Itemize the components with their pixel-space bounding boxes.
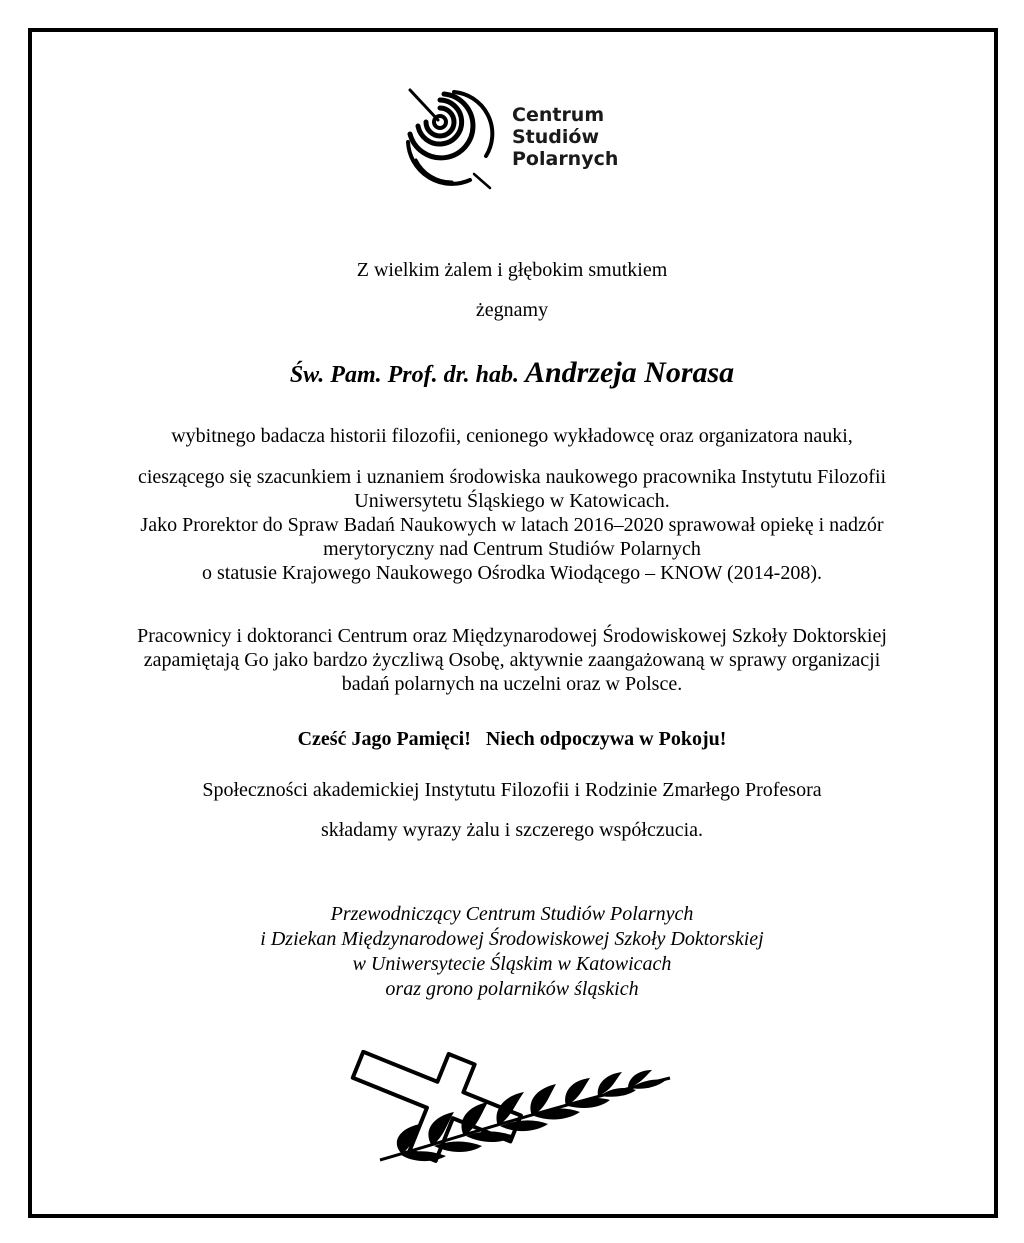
body-p3-line: badań polarnych na uczelni oraz w Polsce. (341, 673, 683, 695)
signature-line: i Dziekan Międzynarodowej Środowiskowej Szkoły Doktorskiej (260, 928, 764, 950)
signature-block (0, 902, 1024, 1002)
condolence-line-2: składamy wyrazy żalu i szczerego współczucia. (320, 819, 704, 841)
logo-line-3: Polarnych (512, 148, 619, 170)
mourning-frame (28, 28, 998, 1218)
intro-line-2: żegnamy (475, 299, 549, 321)
body-p2-line: Uniwersytetu Śląskiego w Katowicach. (354, 490, 670, 512)
body-p2-line: Jako Prorektor do Spraw Badań Naukowych w latach 2016–2020 sprawował opiekę i nadzór (140, 514, 884, 536)
logo-wordmark (512, 104, 618, 170)
deceased-full-name: Andrzeja Norasa (524, 356, 735, 389)
body-p3-line: Pracownicy i doktoranci Centrum oraz Międzynarodowej Środowiskowej Szkoły Doktorskiej (137, 625, 887, 647)
logo-line-1: Centrum (512, 104, 605, 126)
cross-with-palm-branch-icon (340, 1050, 680, 1170)
deceased-name (0, 358, 1024, 390)
signature-line: Przewodniczący Centrum Studiów Polarnych (330, 903, 694, 925)
intro-line-1: Z wielkim żalem i głębokim smutkiem (356, 259, 668, 281)
body-p3-line: zapamiętają Go jako bardzo życzliwą Osobę, aktywnie zaangażowaną w sprawy organizacji (143, 649, 881, 671)
spiral-globe-icon (400, 86, 504, 190)
body-p2-line: cieszącego się szacunkiem i uznaniem środowiska naukowego pracownika Instytutu Filozofii (137, 466, 887, 488)
body-line-1: wybitnego badacza historii filozofii, cenionego wykładowcę oraz organizatora nauki, (171, 425, 853, 447)
tribute-line: Cześć Jago Pamięci! Niech odpoczywa w Pokoju! (297, 728, 727, 750)
deceased-title: Św. Pam. Prof. dr. hab. (289, 362, 519, 388)
body-p2-line: o statusie Krajowego Naukowego Ośrodka Wiodącego – KNOW (2014-208). (202, 562, 822, 584)
body-p2-line: merytoryczny nad Centrum Studiów Polarnych (323, 538, 701, 560)
signature-line: w Uniwersytecie Śląskim w Katowicach (352, 953, 672, 975)
logo-line-2: Studiów (512, 126, 600, 148)
body-paragraph-3 (0, 624, 1024, 696)
institution-logo (400, 86, 640, 196)
signature-line: oraz grono polarników śląskich (385, 978, 639, 1000)
body-paragraph-2 (0, 465, 1024, 585)
condolence-line-1: Społeczności akademickiej Instytutu Filozofii i Rodzinie Zmarłego Profesora (202, 779, 822, 801)
